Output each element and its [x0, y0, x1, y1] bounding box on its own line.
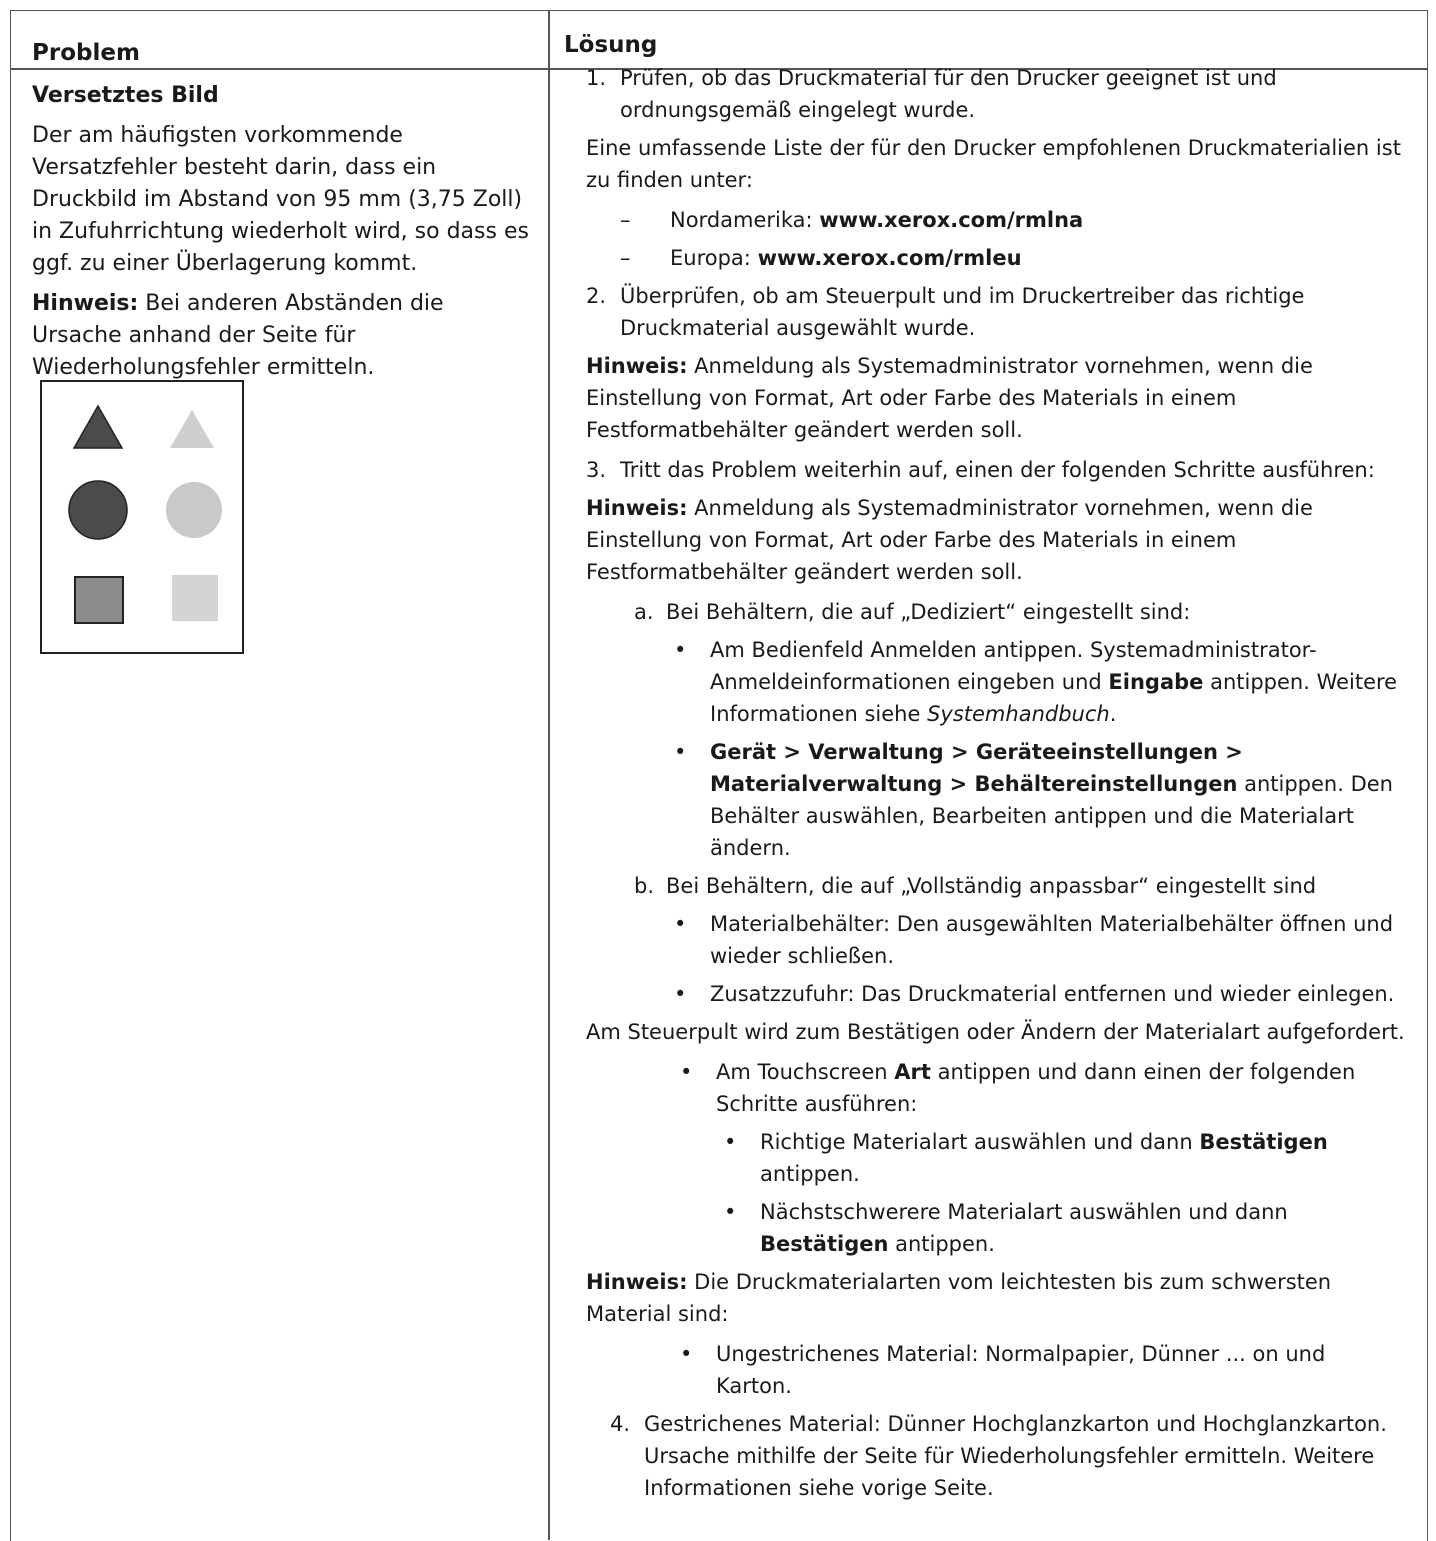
column-header-solution: Lösung: [564, 32, 658, 58]
step-2: [586, 280, 1406, 344]
note-text: Bei anderen Abständen die Ursache anhand der Seite für Wiederholungsfehler ermitteln.: [32, 291, 444, 380]
dash-marker: –: [620, 208, 631, 232]
prompt-text: Am Steuerpult wird zum Bestätigen oder Ändern der Materialart aufgefordert.: [586, 1020, 1405, 1044]
light-circle-icon: [166, 482, 222, 538]
step-3: [586, 454, 1406, 486]
text-part: Richtige Materialart auswählen und dann: [760, 1130, 1200, 1154]
weights-note: [586, 1266, 1406, 1330]
text-part: antippen und dann einen der folgenden Schritte ausführen:: [716, 1060, 1356, 1116]
step-text: Überprüfen, ob am Steuerpult und im Druckertreiber das richtige Druckmaterial ausgewählt wurde.: [620, 284, 1305, 340]
list-text: Materialbehälter: Den ausgewählten Materialbehälter öffnen und wieder schließen.: [710, 912, 1394, 968]
text-part: .: [1109, 702, 1117, 726]
step-text: Tritt das Problem weiterhin auf, einen der folgenden Schritte ausführen:: [620, 458, 1375, 482]
list-item: [716, 1196, 1406, 1260]
list-item: [672, 1338, 1406, 1402]
problem-cell: [32, 80, 530, 392]
problem-description: Der am häufigsten vorkommende Versatzfehler besteht darin, dass ein Druckbild im Abstand von 95 mm (3,75 Zoll) in Zufuhrrichtung wiederholt wird, so dass es ggf. zu einer Überlagerung kommt.: [32, 123, 529, 276]
step-text: Prüfen, ob das Druckmaterial für den Drucker geeignet ist und ordnungsgemäß eingelegt wurde.: [620, 66, 1277, 122]
note-label: Hinweis:: [586, 354, 688, 378]
bullet-marker: •: [680, 1060, 693, 1084]
list-item: [666, 736, 1406, 864]
region-label: Europa:: [670, 246, 758, 270]
step-number: 3.: [586, 458, 607, 482]
mid-square-icon: [75, 577, 123, 623]
step-4: [610, 1408, 1406, 1504]
step-number: 4.: [610, 1412, 631, 1436]
note-text: Die Druckmaterialarten vom leichtesten bis zum schwersten Material sind:: [586, 1270, 1332, 1326]
materials-list-intro: Eine umfassende Liste der für den Drucker empfohlenen Druckmaterialien ist zu finden unter:: [586, 136, 1401, 192]
substep-text: Bei Behältern, die auf „Vollständig anpassbar“ eingestellt sind: [666, 874, 1317, 898]
text-part: Am Bedienfeld Anmelden antippen. Systemadministrator-Anmeldeinformationen eingeben und: [710, 638, 1317, 694]
region-label: Nordamerika:: [670, 208, 820, 232]
bullet-marker: •: [724, 1130, 737, 1154]
list-text: Ungestrichenes Material: Normalpapier, Dünner ... on und Karton.: [716, 1342, 1326, 1398]
substep-letter: a.: [634, 600, 654, 624]
text-part: Nächstschwerere Materialart auswählen und dann: [760, 1200, 1288, 1224]
text-part: antippen. Den Behälter auswählen, Bearbeiten antippen und die Materialart ändern.: [710, 772, 1393, 860]
bullet-marker: •: [674, 982, 687, 1006]
list-item: [666, 908, 1406, 972]
bullet-marker: •: [674, 740, 687, 764]
substep-text: Bei Behältern, die auf „Dediziert“ eingestellt sind:: [666, 600, 1191, 624]
list-item: [672, 1056, 1406, 1120]
offset-shapes-svg: [42, 382, 242, 652]
bold-text: Eingabe: [1108, 670, 1204, 694]
note-text: Anmeldung als Systemadministrator vornehmen, wenn die Einstellung von Format, Art oder Farbe des Materials in einem Festformatbehälter geändert werden soll.: [586, 354, 1313, 442]
text-part: antippen.: [760, 1162, 860, 1186]
europe-item: [620, 242, 1406, 274]
text-part: antippen.: [888, 1232, 995, 1256]
list-item: [716, 1126, 1406, 1190]
substep-a: [634, 596, 1406, 628]
bold-text: Bestätigen: [1199, 1130, 1328, 1154]
step-number: 1.: [586, 66, 607, 90]
step-1: [586, 62, 1406, 126]
dark-circle-icon: [69, 481, 127, 539]
europe-link[interactable]: www.xerox.com/rmleu: [757, 246, 1022, 270]
step-3-note: [586, 492, 1406, 588]
substep-b: [634, 870, 1406, 902]
step-number: 2.: [586, 284, 607, 308]
list-item: [666, 978, 1406, 1010]
problem-note: [32, 288, 530, 384]
list-text: Zusatzzufuhr: Das Druckmaterial entfernen und wieder einlegen.: [710, 982, 1395, 1006]
bullet-marker: •: [674, 912, 687, 936]
text-part: Am Touchscreen: [716, 1060, 895, 1084]
bullet-marker: •: [680, 1342, 693, 1366]
light-triangle-icon: [170, 410, 214, 448]
note-label: Hinweis:: [32, 291, 139, 316]
offset-image-illustration: [40, 380, 244, 654]
text-part: antippen. Weitere Informationen siehe: [710, 670, 1398, 726]
column-divider: [548, 10, 550, 1540]
italic-text: Systemhandbuch: [927, 702, 1110, 726]
solution-cell: [586, 62, 1406, 1510]
list-item: [666, 634, 1406, 730]
step-text: Gestrichenes Material: Dünner Hochglanzkarton und Hochglanzkarton. Ursache mithilfe der Seite für Wiederholungsfehler ermitteln. Weitere Informationen siehe vorige Seite.: [644, 1412, 1387, 1500]
dash-marker: –: [620, 246, 631, 270]
bullet-marker: •: [724, 1200, 737, 1224]
north-america-item: [620, 204, 1406, 236]
bold-text: Gerät > Verwaltung > Geräteeinstellungen > Materialverwaltung > Behältereinstellungen: [710, 740, 1243, 796]
dark-triangle-icon: [74, 406, 122, 448]
bold-text: Bestätigen: [760, 1232, 889, 1256]
column-header-problem: Problem: [32, 40, 140, 66]
problem-title: Versetztes Bild: [32, 83, 219, 108]
step-2-note: [586, 350, 1406, 446]
north-america-link[interactable]: www.xerox.com/rmlna: [819, 208, 1084, 232]
note-text: Anmeldung als Systemadministrator vornehmen, wenn die Einstellung von Format, Art oder Farbe des Materials in einem Festformatbehälter geändert werden soll.: [586, 496, 1313, 584]
bullet-marker: •: [674, 638, 687, 662]
light-square-icon: [172, 575, 218, 621]
note-label: Hinweis:: [586, 1270, 688, 1294]
note-label: Hinweis:: [586, 496, 688, 520]
bold-text: Art: [894, 1060, 931, 1084]
substep-letter: b.: [634, 874, 655, 898]
